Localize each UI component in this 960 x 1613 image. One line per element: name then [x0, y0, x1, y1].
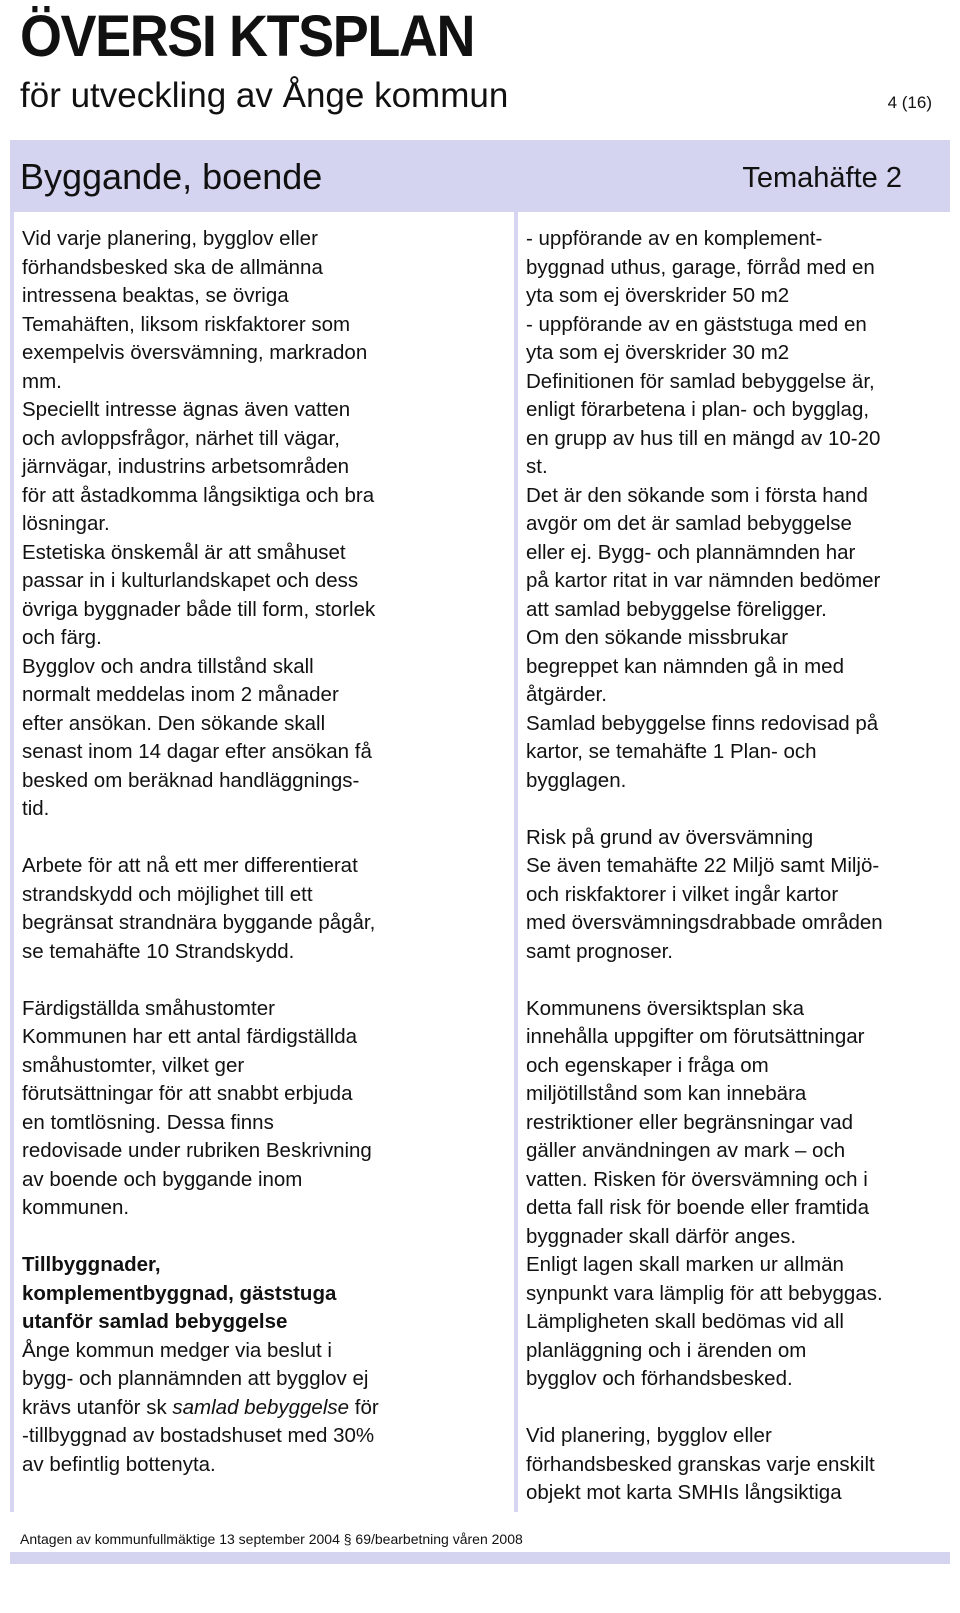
document-title: ÖVERSI KTSPLAN [20, 4, 474, 69]
right-column [514, 212, 954, 1512]
extensions-text-start: Ånge kommun medger via beslut i bygg- och plannämnden att bygglov ej krävs utanför sk [22, 1338, 369, 1419]
finished-plots-paragraph: Färdigställda småhustomter Kommunen har ett antal färdigställda småhustomter, vilket ger förutsättningar för att snabbt erbjuda en tomtlösning. Dessa finns redovisade under rubriken Beskrivning av boende och byggande inom kommunen. [22, 996, 372, 1219]
section-header-band [10, 140, 950, 212]
page-number: 4 (16) [887, 93, 932, 112]
extensions-term: samlad bebyggelse [172, 1395, 350, 1419]
section-title: Byggande, boende [20, 156, 323, 197]
extensions-text-end: för -tillbyggnad av bostadshuset med 30% av befintlig bottenyta. [22, 1395, 379, 1476]
booklet-label: Temahäfte 2 [742, 162, 902, 194]
extensions-heading: Tillbyggnader, komplementbyggnad, gäststuga utanför samlad bebyggelse [22, 1253, 337, 1333]
flood-risk-paragraph: Risk på grund av översvämning Se även temahäfte 22 Miljö samt Miljö- och riskfaktorer i vilket ingår kartor med översvämningsdrabbade områden samt prognoser. [526, 825, 883, 963]
extensions-continued-paragraph: - uppförande av en komplement- byggnad uthus, garage, förråd med en yta som ej överskrider 50 m2 - uppförande av en gäststuga med en yta som ej överskrider 30 m2 Definitionen för samlad bebyggelse är, enligt förarbetena i plan- och bygglag, en grupp av hus till en mängd av 10-20 st. Det är den sökande som i första hand avgör om det är samlad bebyggelse eller ej. Bygg- och plannämnden har på kartor ritat in var nämnden bedömer att samlad bebyggelse föreligger. Om den sökande missbrukar begreppet kan nämnden gå in med åtgärder. Samlad bebyggelse finns redovisad på kartor, se temahäfte 1 Plan- och bygglagen. [526, 227, 881, 792]
left-column [10, 212, 490, 1512]
footer-adoption-note: Antagen av kommunfullmäktige 13 september 2004 § 69/bearbetning våren 2008 [20, 1531, 523, 1547]
footer-band [10, 1552, 950, 1564]
document-subtitle: för utveckling av Ånge kommun [20, 76, 509, 115]
shore-protection-paragraph: Arbete för att nå ett mer differentierat strandskydd och möjlighet till ett begränsat strandnära byggande pågår, se temahäfte 10 Strandskydd. [22, 854, 376, 963]
intro-paragraph: Vid varje planering, bygglov eller förhandsbesked ska de allmänna intressena beaktas, se övriga Temahäften, liksom riskfaktorer som exempelvis översvämning, markradon mm. Speciellt intresse ägnas även vatten och avloppsfrågor, närhet till vägar, järnvägar, industrins arbetsområden för att åstadkomma långsiktiga och bra lösningar. Estetiska önskemål är att småhuset passar in i kulturlandskapet och dess övriga byggnader både till form, storlek och färg. Bygglov och andra tillstånd skall normalt meddelas inom 2 månader efter ansökan. Den sökande skall senast inom 14 dagar efter ansökan få besked om beräknad handläggnings- tid. [22, 227, 376, 820]
plan-requirements-paragraph: Kommunens översiktsplan ska innehålla uppgifter om förutsättningar och egenskaper i fråga om miljötillstånd som kan innebära restriktioner eller begränsningar vad gäller användningen av mark – och vatten. Risken för översvämning och i detta fall risk för boende eller framtida byggnader skall därför anges. Enligt lagen skall marken ur allmän synpunkt vara lämplig för att bebyggas. Lämpligheten skall bedömas vid all planläggning och i ärenden om bygglov och förhandsbesked. [526, 996, 883, 1390]
planning-review-paragraph: Vid planering, bygglov eller förhandsbesked granskas varje enskilt objekt mot karta SMHIs långsiktiga [526, 1424, 875, 1504]
extensions-section [14, 1251, 490, 1479]
